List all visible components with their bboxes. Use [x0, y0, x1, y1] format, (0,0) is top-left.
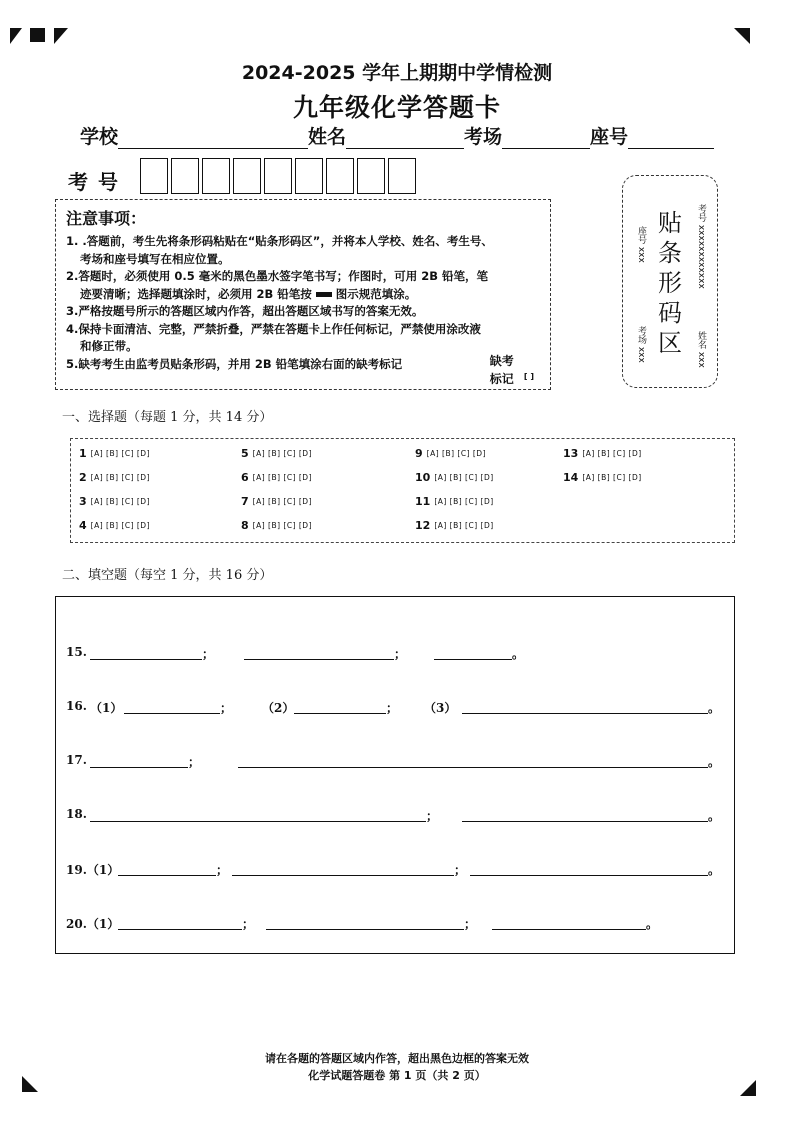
corner-mark-top-left-2 [30, 28, 45, 42]
period: 。 [708, 863, 721, 877]
notice-line: 4.保持卡面清洁、完整，严禁折叠，严禁在答题卡上作任何标记，严禁使用涂改液 [66, 321, 481, 336]
answer-blank[interactable] [244, 659, 394, 660]
exam-number-box[interactable] [388, 158, 416, 194]
answer-blank[interactable] [118, 875, 216, 876]
notice-line: 和修正带。 [80, 339, 138, 353]
mc-question[interactable]: 4 [A] [B] [C] [D] [79, 519, 151, 532]
exam-number-box[interactable] [295, 158, 323, 194]
exam-number-label: 考号 [68, 170, 128, 194]
notice-title: 注意事项： [66, 209, 147, 228]
answer-blank[interactable] [90, 767, 188, 768]
barcode-name: 姓名 xxx [696, 331, 706, 368]
semicolon: ； [386, 701, 399, 715]
school-label: 学校 [80, 126, 119, 148]
barcode-seat: 座号 xxx [636, 226, 646, 263]
exam-number-box[interactable] [202, 158, 230, 194]
title-line-1: 2024-2025 学年上期期中学情检测 [241, 62, 553, 84]
semicolon: ； [188, 755, 201, 769]
notice-line-part: 迹要清晰；选择题填涂时，必须用 2B 铅笔按 [80, 286, 312, 301]
answer-blank[interactable] [90, 659, 202, 660]
exam-room-field[interactable] [502, 127, 590, 149]
period: 。 [646, 917, 659, 931]
semicolon: ； [242, 917, 255, 931]
semicolon: ； [426, 809, 439, 823]
corner-mark-top-left-1 [10, 28, 22, 44]
exam-number-box[interactable] [326, 158, 354, 194]
q20-label: 20.（1） [66, 917, 120, 931]
section1-title: 一、选择题（每题 1 分，共 14 分） [62, 410, 273, 425]
mc-question[interactable]: 7 [A] [B] [C] [D] [241, 495, 313, 508]
answer-blank[interactable] [266, 929, 464, 930]
corner-mark-top-left-3 [54, 28, 68, 44]
barcode-exam-no: 考号 xxxxxxxxxxxx [696, 204, 706, 289]
absent-mark [490, 354, 534, 387]
q15-label: 15. [66, 645, 87, 659]
period: 。 [512, 647, 525, 661]
semicolon: ； [454, 863, 467, 877]
answer-blank[interactable] [462, 713, 708, 714]
semicolon: ； [394, 647, 407, 661]
exam-number-box[interactable] [171, 158, 199, 194]
notice-line: 考场和座号填写在相应位置。 [80, 251, 230, 266]
mc-question[interactable]: 14 [A] [B] [C] [D] [563, 471, 642, 484]
barcode-area [622, 175, 718, 388]
exam-number-box[interactable] [233, 158, 261, 194]
q16-label: 16. [66, 699, 87, 713]
section2-title: 二、填空题（每空 1 分，共 16 分） [62, 568, 273, 583]
fill-in-box [55, 596, 735, 954]
answer-blank[interactable] [492, 929, 646, 930]
answer-blank[interactable] [124, 713, 220, 714]
mc-question[interactable]: 6 [A] [B] [C] [D] [241, 471, 313, 484]
mc-question[interactable]: 12 [A] [B] [C] [D] [415, 519, 494, 532]
mc-question[interactable]: 5 [A] [B] [C] [D] [241, 447, 313, 460]
answer-blank[interactable] [462, 821, 708, 822]
notice-line: 1. .答题前，考生先将条形码粘贴在“贴条形码区”，并将本人学校、姓名、考生号、 [66, 234, 493, 248]
mc-question[interactable]: 13 [A] [B] [C] [D] [563, 447, 642, 460]
seat-field[interactable] [628, 127, 714, 149]
exam-number-box[interactable] [264, 158, 292, 194]
period: 。 [708, 701, 721, 715]
school-field[interactable] [118, 127, 308, 149]
name-label: 姓名 [308, 126, 347, 148]
answer-blank[interactable] [238, 767, 708, 768]
mc-question[interactable]: 10 [A] [B] [C] [D] [415, 471, 494, 484]
seat-label: 座号 [590, 126, 629, 148]
mc-question[interactable]: 9 [A] [B] [C] [D] [415, 447, 487, 460]
answer-blank[interactable] [434, 659, 512, 660]
q19-label: 19.（1） [66, 863, 120, 877]
multiple-choice-box [70, 438, 735, 543]
footer-line-2: 化学试题答题卷 第 1 页（共 2 页） [308, 1069, 486, 1082]
answer-blank[interactable] [470, 875, 708, 876]
mc-question[interactable]: 11 [A] [B] [C] [D] [415, 495, 494, 508]
absent-checkbox[interactable]: [ ] [523, 372, 534, 381]
answer-blank[interactable] [294, 713, 386, 714]
barcode-exam-room: 考场 xxx [636, 326, 646, 363]
title-line-2: 九年级化学答题卡 [292, 93, 501, 122]
period: 。 [708, 809, 721, 823]
absent-label-1: 缺考 [489, 354, 514, 368]
notice-line: 3.严格按题号所示的答题区域内作答，超出答题区域书写的答案无效。 [66, 304, 424, 318]
answer-blank[interactable] [232, 875, 454, 876]
q17-label: 17. [66, 753, 87, 767]
notice-line: 5.缺考考生由监考员贴条形码，并用 2B 铅笔填涂右面的缺考标记 [66, 356, 403, 371]
period: 。 [708, 755, 721, 769]
absent-label-2 [490, 369, 534, 387]
barcode-title: 贴条形码区 [658, 209, 682, 357]
footer-line-1: 请在各题的答题区域内作答，超出黑色边框的答案无效 [265, 1052, 529, 1065]
answer-blank[interactable] [90, 821, 426, 822]
fill-sample-mark [316, 292, 332, 297]
exam-number-boxes [140, 158, 419, 194]
mc-question[interactable]: 2 [A] [B] [C] [D] [79, 471, 151, 484]
semicolon: ； [202, 647, 215, 661]
mc-question[interactable]: 3 [A] [B] [C] [D] [79, 495, 151, 508]
mc-question[interactable]: 1 [A] [B] [C] [D] [79, 447, 151, 460]
exam-number-box[interactable] [140, 158, 168, 194]
semicolon: ； [220, 701, 233, 715]
q16-part3: （3） [424, 701, 457, 715]
exam-room-label: 考场 [464, 126, 503, 148]
semicolon: ； [464, 917, 477, 931]
notice-line-part: 图示规范填涂。 [335, 286, 417, 301]
mc-question[interactable]: 8 [A] [B] [C] [D] [241, 519, 313, 532]
exam-number-box[interactable] [357, 158, 385, 194]
q18-label: 18. [66, 807, 87, 821]
corner-mark-top-right [734, 28, 750, 44]
q16-part2: （2） [262, 701, 295, 715]
name-field[interactable] [346, 127, 464, 149]
q16-part1: （1） [90, 701, 123, 715]
semicolon: ； [216, 863, 229, 877]
absent-label-2-text: 标记 [489, 372, 514, 386]
notice-box [55, 199, 551, 390]
student-info-line [80, 122, 714, 149]
notice-line: 2.答题时，必须使用 0.5 毫米的黑色墨水签字笔书写；作图时，可用 2B 铅笔，笔 [66, 269, 489, 283]
notice-line [66, 286, 540, 304]
answer-blank[interactable] [118, 929, 242, 930]
